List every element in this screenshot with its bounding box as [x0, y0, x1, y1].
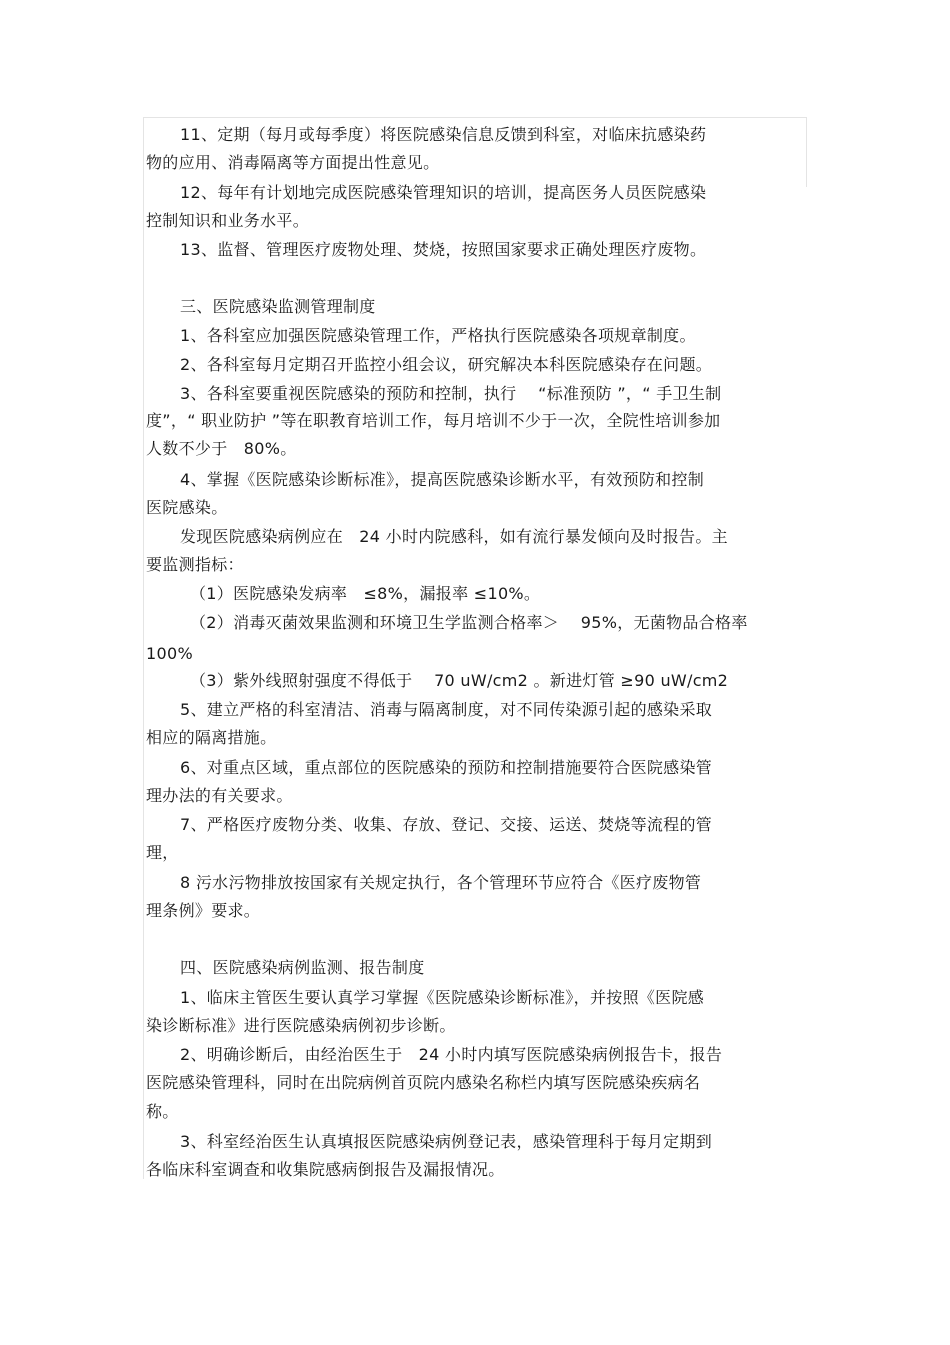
- text-line: 控制知识和业务水平。: [146, 211, 310, 230]
- text-line: 理办法的有关要求。: [146, 786, 293, 805]
- text-line: （1）医院感染发病率 ≤8%，漏报率 ≤10%。: [190, 584, 541, 603]
- text-line: 7、严格医疗废物分类、收集、存放、登记、交接、运送、焚烧等流程的管: [180, 815, 713, 834]
- text-line: 染诊断标准》进行医院感染病例初步诊断。: [146, 1016, 456, 1035]
- text-line: （2）消毒灭菌效果监测和环境卫生学监测合格率＞ 95%，无菌物品合格率: [190, 613, 748, 632]
- text-line: 医院感染管理科，同时在出院病例首页院内感染名称栏内填写医院感染疾病名: [146, 1073, 701, 1092]
- section-heading: 三、医院感染监测管理制度: [180, 297, 376, 316]
- text-line: 1、各科室应加强医院感染管理工作，严格执行医院感染各项规章制度。: [180, 326, 696, 345]
- text-line: 人数不少于 80%。: [146, 439, 297, 458]
- text-line: 4、掌握《医院感染诊断标准》，提高医院感染诊断水平，有效预防和控制: [180, 470, 705, 489]
- text-line: 相应的隔离措施。: [146, 728, 277, 747]
- text-line: 2、明确诊断后，由经治医生于 24 小时内填写医院感染病例报告卡，报告: [180, 1045, 723, 1064]
- text-line: 2、各科室每月定期召开监控小组会议，研究解决本科医院感染存在问题。: [180, 355, 713, 374]
- text-line: 物的应用、消毒隔离等方面提出性意见。: [146, 153, 440, 172]
- text-line: 发现医院感染病例应在 24 小时内院感科，如有流行暴发倾向及时报告。主: [180, 527, 728, 546]
- text-line: 13、监督、管理医疗废物处理、焚烧，按照国家要求正确处理医疗废物。: [180, 240, 707, 259]
- text-line: 3、科室经治医生认真填报医院感染病例登记表，感染管理科于每月定期到: [180, 1132, 713, 1151]
- text-line: 3、各科室要重视医院感染的预防和控制，执行 “标准预防 ”，“ 手卫生制: [180, 384, 722, 403]
- text-line: 8 污水污物排放按国家有关规定执行，各个管理环节应符合《医疗废物管: [180, 873, 702, 892]
- text-line: 5、建立严格的科室清洁、消毒与隔离制度，对不同传染源引起的感染采取: [180, 700, 713, 719]
- page-frame-left: [143, 117, 144, 1179]
- text-line: 度”，“ 职业防护 ”等在职教育培训工作，每月培训不少于一次，全院性培训参加: [146, 411, 721, 430]
- text-line: 100%: [146, 644, 193, 663]
- text-line: 6、对重点区域，重点部位的医院感染的预防和控制措施要符合医院感染管: [180, 758, 713, 777]
- page-frame-right: [806, 117, 807, 187]
- text-line: 医院感染。: [146, 498, 228, 517]
- text-line: 理条例》要求。: [146, 901, 261, 920]
- section-heading: 四、医院感染病例监测、报告制度: [180, 958, 425, 977]
- text-line: 称。: [146, 1102, 179, 1121]
- text-line: 11、定期（每月或每季度）将医院感染信息反馈到科室，对临床抗感染药: [180, 125, 707, 144]
- text-line: 1、临床主管医生要认真学习掌握《医院感染诊断标准》，并按照《医院感: [180, 988, 705, 1007]
- text-line: 要监测指标：: [146, 555, 244, 574]
- text-line: 各临床科室调查和收集院感病倒报告及漏报情况。: [146, 1160, 505, 1179]
- text-line: 12、每年有计划地完成医院感染管理知识的培训，提高医务人员医院感染: [180, 183, 707, 202]
- text-line: 理，: [146, 843, 179, 862]
- page-frame-top: [143, 117, 807, 118]
- text-line: （3）紫外线照射强度不得低于 70 uW/cm2 。新进灯管 ≥90 uW/cm2: [190, 671, 729, 690]
